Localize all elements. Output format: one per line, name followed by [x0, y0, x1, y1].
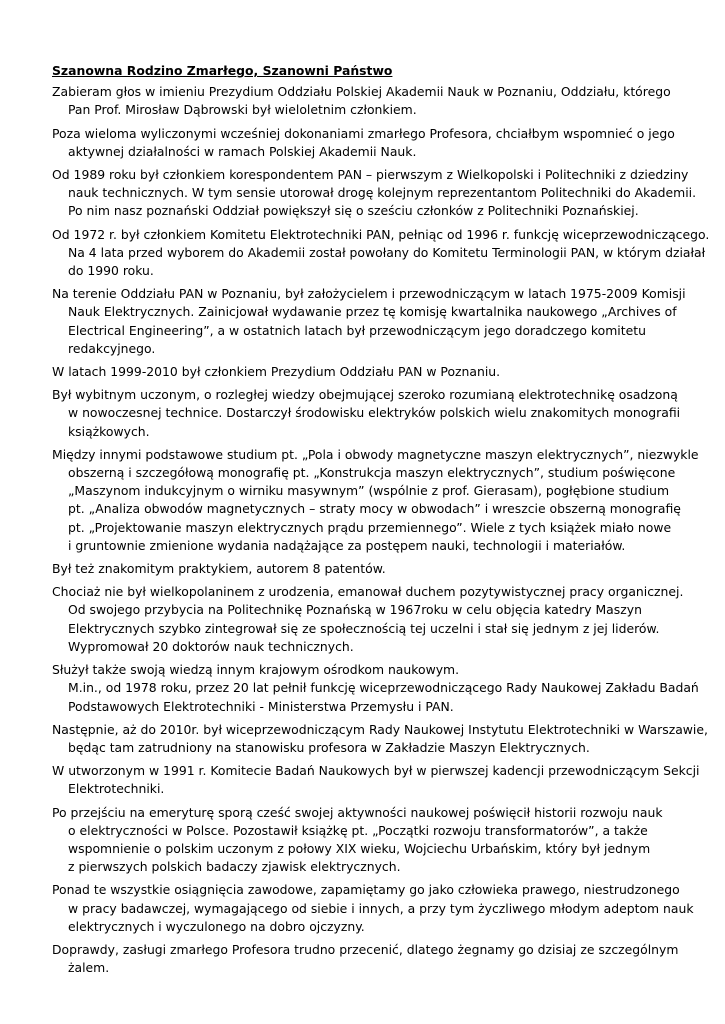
paragraph-line: Electrical Engineering”, a w ostatnich latach był przewodniczącym jego doradczego komitetu	[68, 322, 646, 338]
paragraph-line: W latach 1999-2010 był członkiem Prezydium Oddziału PAN w Poznaniu.	[52, 364, 501, 380]
paragraph-line: w nowoczesnej technice. Dostarczył środowisku elektryków polskich wielu znakomitych monografii	[68, 405, 681, 421]
paragraph-line: nauk technicznych. W tym sensie utorował drogę kolejnym reprezentantom Politechniki do Akademii.	[68, 185, 697, 201]
document-body	[52, 83, 712, 977]
paragraph-line: Chociaż nie był wielkopolaninem z urodzenia, emanował duchem pozytywistycznej pracy organicznej.	[52, 584, 684, 600]
document-page	[52, 62, 712, 982]
paragraph	[52, 125, 712, 161]
paragraph-line: Nauk Elektrycznych. Zainicjował wydawanie przez tę komisję kwartalnika naukowego „Archives of	[68, 304, 677, 320]
paragraph-line: M.in., od 1978 roku, przez 20 lat pełnił funkcję wiceprzewodniczącego Rady Naukowej Zakładu Badań	[68, 680, 699, 696]
paragraph-line: Na 4 lata przed wyborem do Akademii został powołany do Komitetu Terminologii PAN, w którym działał	[68, 244, 706, 260]
paragraph-line: redakcyjnego.	[68, 340, 156, 356]
paragraph-line: „Maszynom indukcyjnym o wirniku masywnym” (wspólnie z prof. Gierasam), pogłębione studium	[68, 483, 670, 499]
paragraph-line: Od 1989 roku był członkiem korespondentem PAN – pierwszym z Wielkopolski i Politechniki z dziedziny	[52, 167, 689, 183]
paragraph-line: Pan Prof. Mirosław Dąbrowski był wieloletnim członkiem.	[68, 102, 417, 118]
paragraph-line: Od swojego przybycia na Politechnikę Poznańską w 1967roku w celu objęcia katedry Maszyn	[68, 602, 642, 618]
paragraph	[52, 83, 712, 119]
paragraph-line: Między innymi podstawowe studium pt. „Pola i obwody magnetyczne maszyn elektrycznych”, niezwykle	[52, 446, 699, 462]
paragraph	[52, 446, 712, 555]
paragraph	[52, 721, 712, 757]
paragraph-line: i gruntownie zmienione wydania nadążające za postępem nauki, technologii i materiałów.	[68, 537, 626, 553]
paragraph-line: Elektrycznych szybko zintegrował się ze społecznością tej uczelni i stał się jednym z jej liderów.	[68, 620, 660, 636]
paragraph-line: elektrycznych i wyczulonego na dobro ojczyzny.	[68, 918, 365, 934]
paragraph-line: wspomnienie o polskim uczonym z połowy XIX wieku, Wojciechu Urbańskim, który był jednym	[68, 840, 651, 856]
paragraph-line: aktywnej działalności w ramach Polskiej Akademii Nauk.	[68, 143, 417, 159]
paragraph-line: będąc tam zatrudniony na stanowisku profesora w Zakładzie Maszyn Elektrycznych.	[68, 739, 590, 755]
paragraph-line: Po przejściu na emeryturę sporą cześć swojej aktywności naukowej poświęcił historii rozwoju nauk	[52, 804, 663, 820]
paragraph-line: w pracy badawczej, wymagającego od siebie i innych, a przy tym życzliwego młodym adeptom nauk	[68, 900, 694, 916]
paragraph-line: Był też znakomitym praktykiem, autorem 8 patentów.	[52, 561, 386, 577]
paragraph	[52, 762, 712, 798]
paragraph-line: Doprawdy, zasługi zmarłego Profesora trudno przecenić, dlatego żegnamy go dzisiaj ze szczególnym	[52, 941, 679, 957]
paragraph-line: o elektryczności w Polsce. Pozostawił książkę pt. „Początki rozwoju transformatorów”, a także	[68, 822, 648, 838]
paragraph-line: Elektrotechniki.	[68, 781, 165, 797]
paragraph-line: Ponad te wszystkie osiągnięcia zawodowe, zapamiętamy go jako człowieka prawego, niestrudzonego	[52, 882, 680, 898]
paragraph-line: Wypromował 20 doktorów nauk technicznych.	[68, 638, 354, 654]
document-heading: Szanowna Rodzino Zmarłego, Szanowni Państwo	[52, 63, 393, 78]
paragraph-line: z pierwszych polskich badaczy zjawisk elektrycznych.	[68, 859, 401, 875]
paragraph-line: pt. „Projektowanie maszyn elektrycznych prądu przemiennego”. Wiele z tych książek miało nowe	[68, 519, 672, 535]
paragraph	[52, 941, 712, 977]
paragraph-line: do 1990 roku.	[68, 263, 154, 279]
paragraph-line: pt. „Analiza obwodów magnetycznych – straty mocy w obwodach” i wreszcie obszerną monografię	[68, 501, 681, 517]
paragraph-line: książkowych.	[68, 423, 150, 439]
paragraph	[52, 661, 712, 716]
paragraph-line: W utworzonym w 1991 r. Komitecie Badań Naukowych był w pierwszej kadencji przewodniczącym Sekcji	[52, 763, 700, 779]
paragraph	[52, 804, 712, 877]
paragraph-line: żalem.	[68, 960, 110, 976]
paragraph	[52, 285, 712, 358]
paragraph-line: Był wybitnym uczonym, o rozległej wiedzy obejmującej szeroko rozumianą elektrotechnikę osadzoną	[52, 387, 678, 403]
paragraph	[52, 386, 712, 441]
paragraph-line: Na terenie Oddziału PAN w Poznaniu, był założycielem i przewodniczącym w latach 1975-2009 Komisji	[52, 286, 686, 302]
paragraph	[52, 881, 712, 936]
paragraph-line: Po nim nasz poznański Oddział powiększył się o sześciu członków z Politechniki Poznańskiej.	[68, 203, 639, 219]
paragraph	[52, 226, 712, 281]
paragraph	[52, 560, 712, 578]
paragraph	[52, 166, 712, 221]
paragraph	[52, 583, 712, 656]
paragraph-line: Od 1972 r. był członkiem Komitetu Elektrotechniki PAN, pełniąc od 1996 r. funkcję wiceprzewodniczącego.	[52, 226, 710, 242]
paragraph-line: Podstawowych Elektrotechniki - Ministerstwa Przemysłu i PAN.	[68, 698, 454, 714]
paragraph-line: obszerną i szczegółową monografię pt. „Konstrukcja maszyn elektrycznych”, studium poświęcone	[68, 465, 676, 481]
paragraph-line: Zabieram głos w imieniu Prezydium Oddziału Polskiej Akademii Nauk w Poznaniu, Oddziału, którego	[52, 84, 671, 100]
paragraph-line: Poza wieloma wyliczonymi wcześniej dokonaniami zmarłego Profesora, chciałbym wspomnieć o jego	[52, 125, 675, 141]
paragraph-line: Służył także swoją wiedzą innym krajowym ośrodkom naukowym.	[52, 662, 460, 678]
paragraph-line: Następnie, aż do 2010r. był wiceprzewodniczącym Rady Naukowej Instytutu Elektrotechniki w Warszawie,	[52, 721, 708, 737]
paragraph	[52, 363, 712, 381]
